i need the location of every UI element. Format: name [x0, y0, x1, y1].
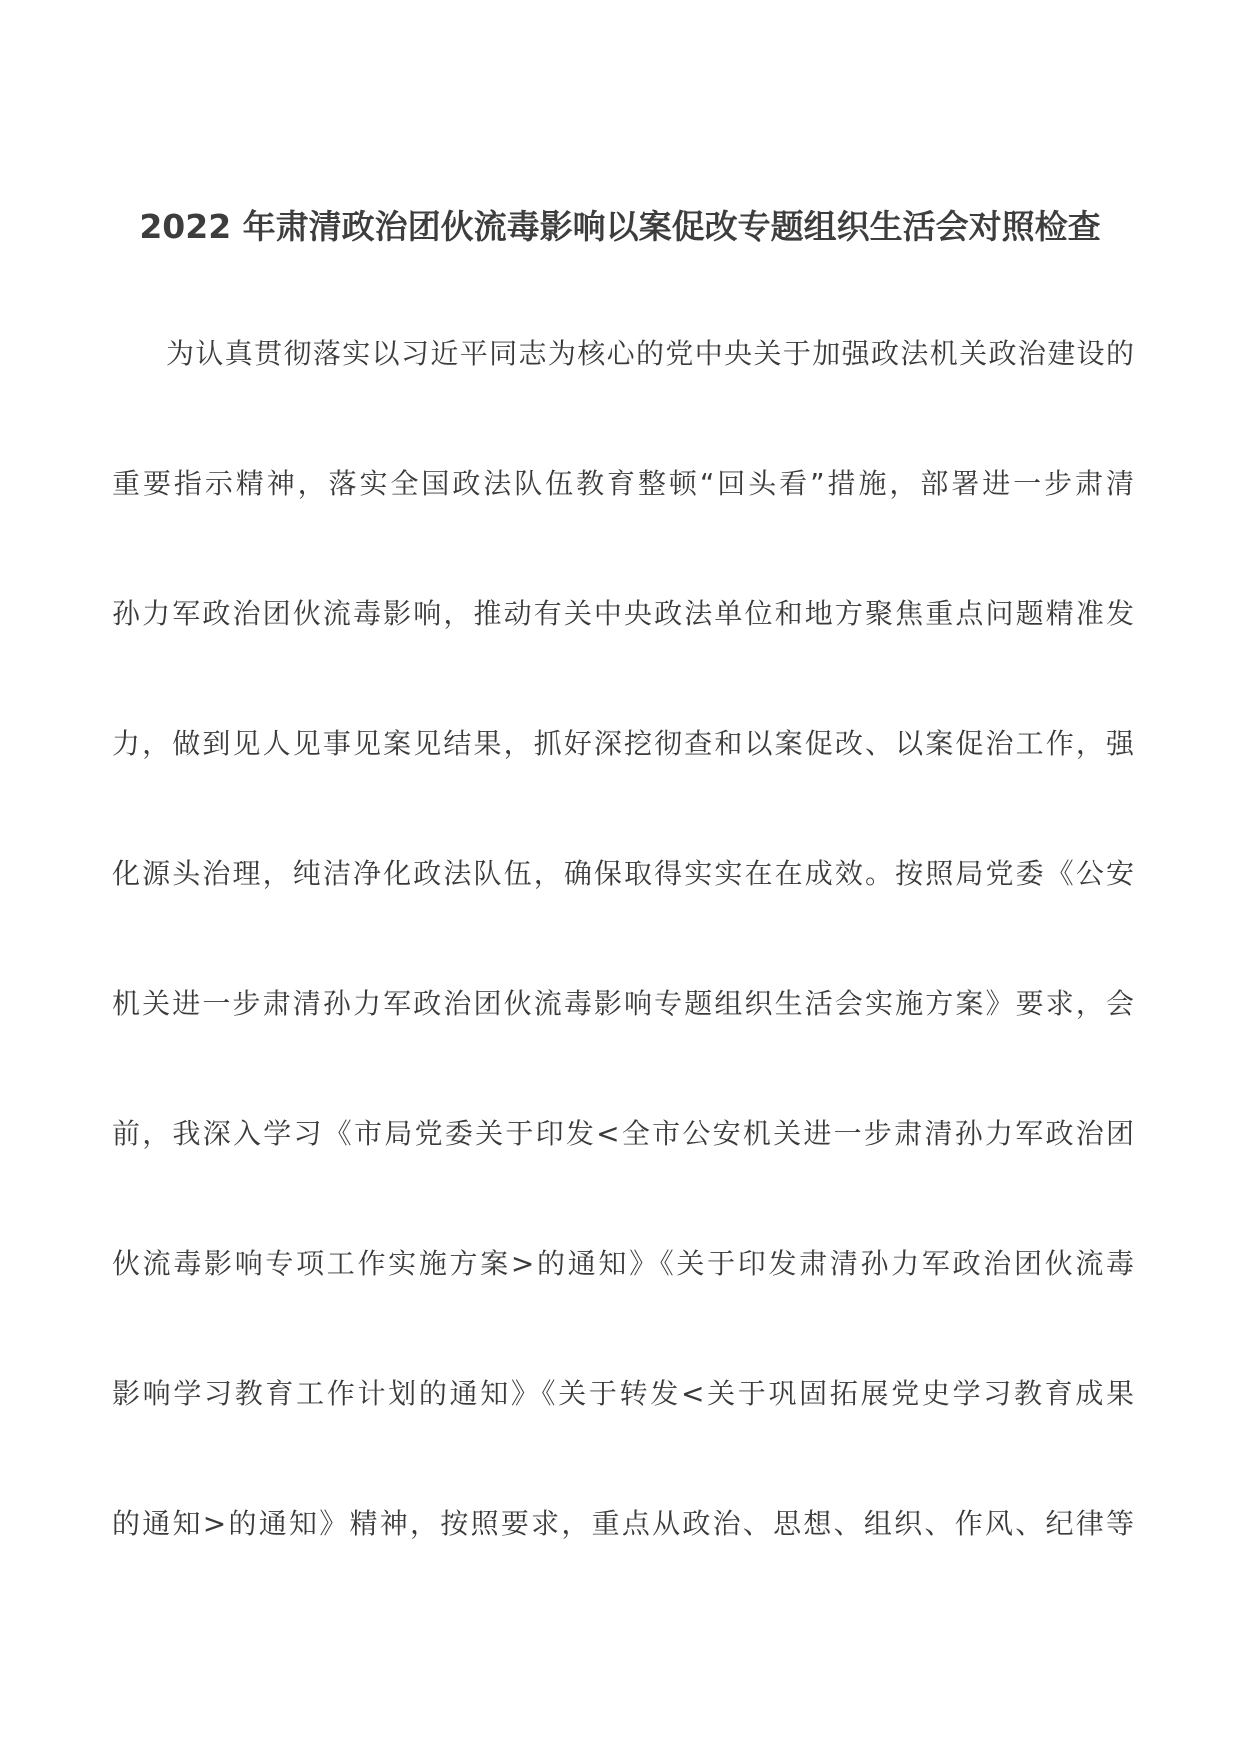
- body-line: 重要指示精神，落实全国政法队伍教育整顿“回头看”措施，部署进一步肃清: [112, 467, 1134, 500]
- document-title: 2022 年肃清政治团伙流毒影响以案促改专题组织生活会对照检查: [139, 207, 1101, 246]
- body-line: 的通知>的通知》精神，按照要求，重点从政治、思想、组织、作风、纪律等: [112, 1507, 1134, 1540]
- body-line: 为认真贯彻落实以习近平同志为核心的党中央关于加强政法机关政治建设的: [166, 337, 1134, 370]
- body-line: 前，我深入学习《市局党委关于印发<全市公安机关进一步肃清孙力军政治团: [112, 1117, 1134, 1150]
- body-line: 伙流毒影响专项工作实施方案>的通知》《关于印发肃清孙力军政治团伙流毒: [112, 1247, 1134, 1280]
- body-line: 孙力军政治团伙流毒影响，推动有关中央政法单位和地方聚焦重点问题精准发: [112, 597, 1134, 630]
- body-line: 化源头治理，纯洁净化政法队伍，确保取得实实在在成效。按照局党委《公安: [112, 857, 1134, 890]
- body-line: 影响学习教育工作计划的通知》《关于转发<关于巩固拓展党史学习教育成果: [112, 1377, 1134, 1410]
- body-line: 机关进一步肃清孙力军政治团伙流毒影响专题组织生活会实施方案》要求，会: [112, 987, 1134, 1020]
- body-line: 力，做到见人见事见案见结果，抓好深挖彻查和以案促改、以案促治工作，强: [112, 727, 1134, 760]
